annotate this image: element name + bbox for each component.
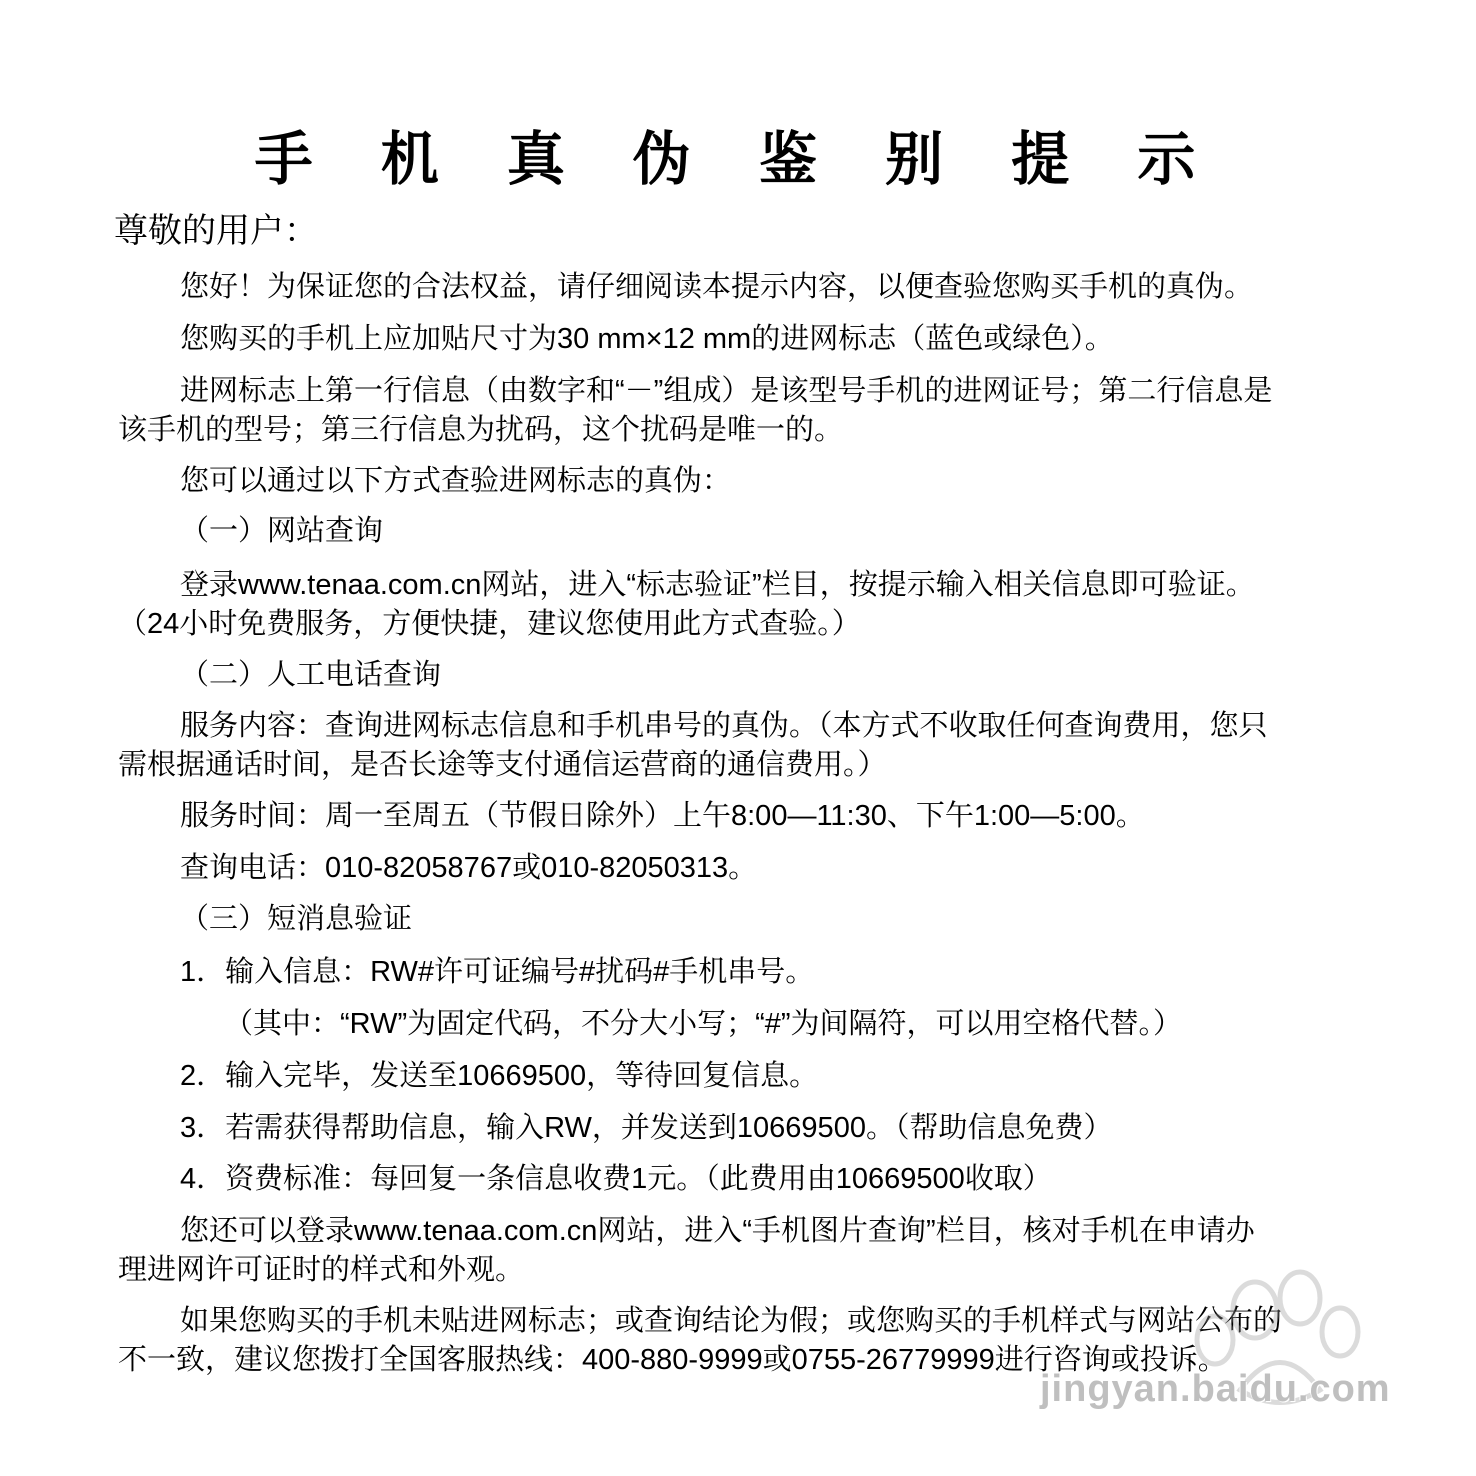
paragraph-line: （三）短消息验证 [180,903,413,935]
paragraph-line: 1．输入信息：RW#许可证编号#扰码#手机串号。 [180,956,815,988]
paragraph-line: 您还可以登录www.tenaa.com.cn网站，进入“手机图片查询”栏目，核对手机在申请办 [180,1215,1255,1247]
paragraph-line: （一）网站查询 [180,515,384,547]
list-item-sms-note [118,1005,1388,1044]
paragraph-line: 您可以通过以下方式查验进网标志的真伪： [180,465,732,497]
paragraph-line: 理进网许可证时的样式和外观。 [118,1254,525,1286]
paragraph-line: 查询电话：010-82058767或010-82050313。 [180,852,758,884]
paragraph-greeting [118,268,1388,307]
paragraph-line: 服务内容：查询进网标志信息和手机串号的真伪。（本方式不收取任何查询费用，您只 [180,710,1268,742]
paragraph-line: 进网标志上第一行信息（由数字和“－”组成）是该型号手机的进网证号；第二行信息是 [180,375,1273,407]
watermark-text: jingyan.baidu.com [1040,1368,1391,1410]
paragraph-line: （二）人工电话查询 [180,659,442,691]
salutation: 尊敬的用户： [114,212,318,250]
list-item-sms-2 [118,1057,1388,1096]
paragraph-line: 2．输入完毕，发送至10669500，等待回复信息。 [180,1060,819,1092]
paragraph-line: 您好！为保证您的合法权益，请仔细阅读本提示内容，以便查验您购买手机的真伪。 [180,271,1254,303]
section-heading-sms [118,900,1388,939]
list-item-sms-1 [118,953,1388,992]
section-heading-website [118,512,1388,551]
section-heading-phone [118,656,1388,695]
paragraph-line: 需根据通话时间，是否长途等支付通信运营商的通信费用。） [118,749,887,781]
list-item-sms-3 [118,1109,1388,1148]
paragraph-service-time [118,797,1388,836]
paragraph-line: 登录www.tenaa.com.cn网站，进入“标志验证”栏目，按提示输入相关信息即可验证。 [180,569,1255,601]
paragraph-line: （24小时免费服务，方便快捷，建议您使用此方式查验。） [118,608,861,640]
paragraph-methods-intro [118,462,1388,501]
paragraph-service-content [118,707,1388,785]
paragraph-label-info [118,372,1388,450]
paragraph-phone-numbers [118,849,1388,888]
paragraph-label-size [118,320,1388,359]
paragraph-line: 服务时间：周一至周五（节假日除外）上午8:00—11:30、下午1:00—5:00。 [180,800,1145,832]
paragraph-website-query [118,566,1388,644]
paragraph-line: （其中：“RW”为固定代码，不分大小写；“#”为间隔符，可以用空格代替。） [224,1008,1183,1040]
paragraph-line: 如果您购买的手机未贴进网标志；或查询结论为假；或您购买的手机样式与网站公布的 [180,1305,1283,1337]
paragraph-line: 不一致，建议您拨打全国客服热线：400-880-9999或0755-26779999进行咨询或投诉。 [118,1344,1227,1376]
document-title: 手 机 真 伪 鉴 别 提 示 [254,127,1222,192]
list-item-sms-4 [118,1160,1388,1199]
paragraph-line: 该手机的型号；第三行信息为扰码，这个扰码是唯一的。 [118,414,844,446]
paragraph-line: 4．资费标准：每回复一条信息收费1元。（此费用由10669500收取） [180,1163,1052,1195]
paragraph-line: 3．若需获得帮助信息，输入RW，并发送到10669500。（帮助信息免费） [180,1112,1113,1144]
paragraph-line: 您购买的手机上应加贴尺寸为30 mm×12 mm的进网标志（蓝色或绿色）。 [180,323,1114,355]
